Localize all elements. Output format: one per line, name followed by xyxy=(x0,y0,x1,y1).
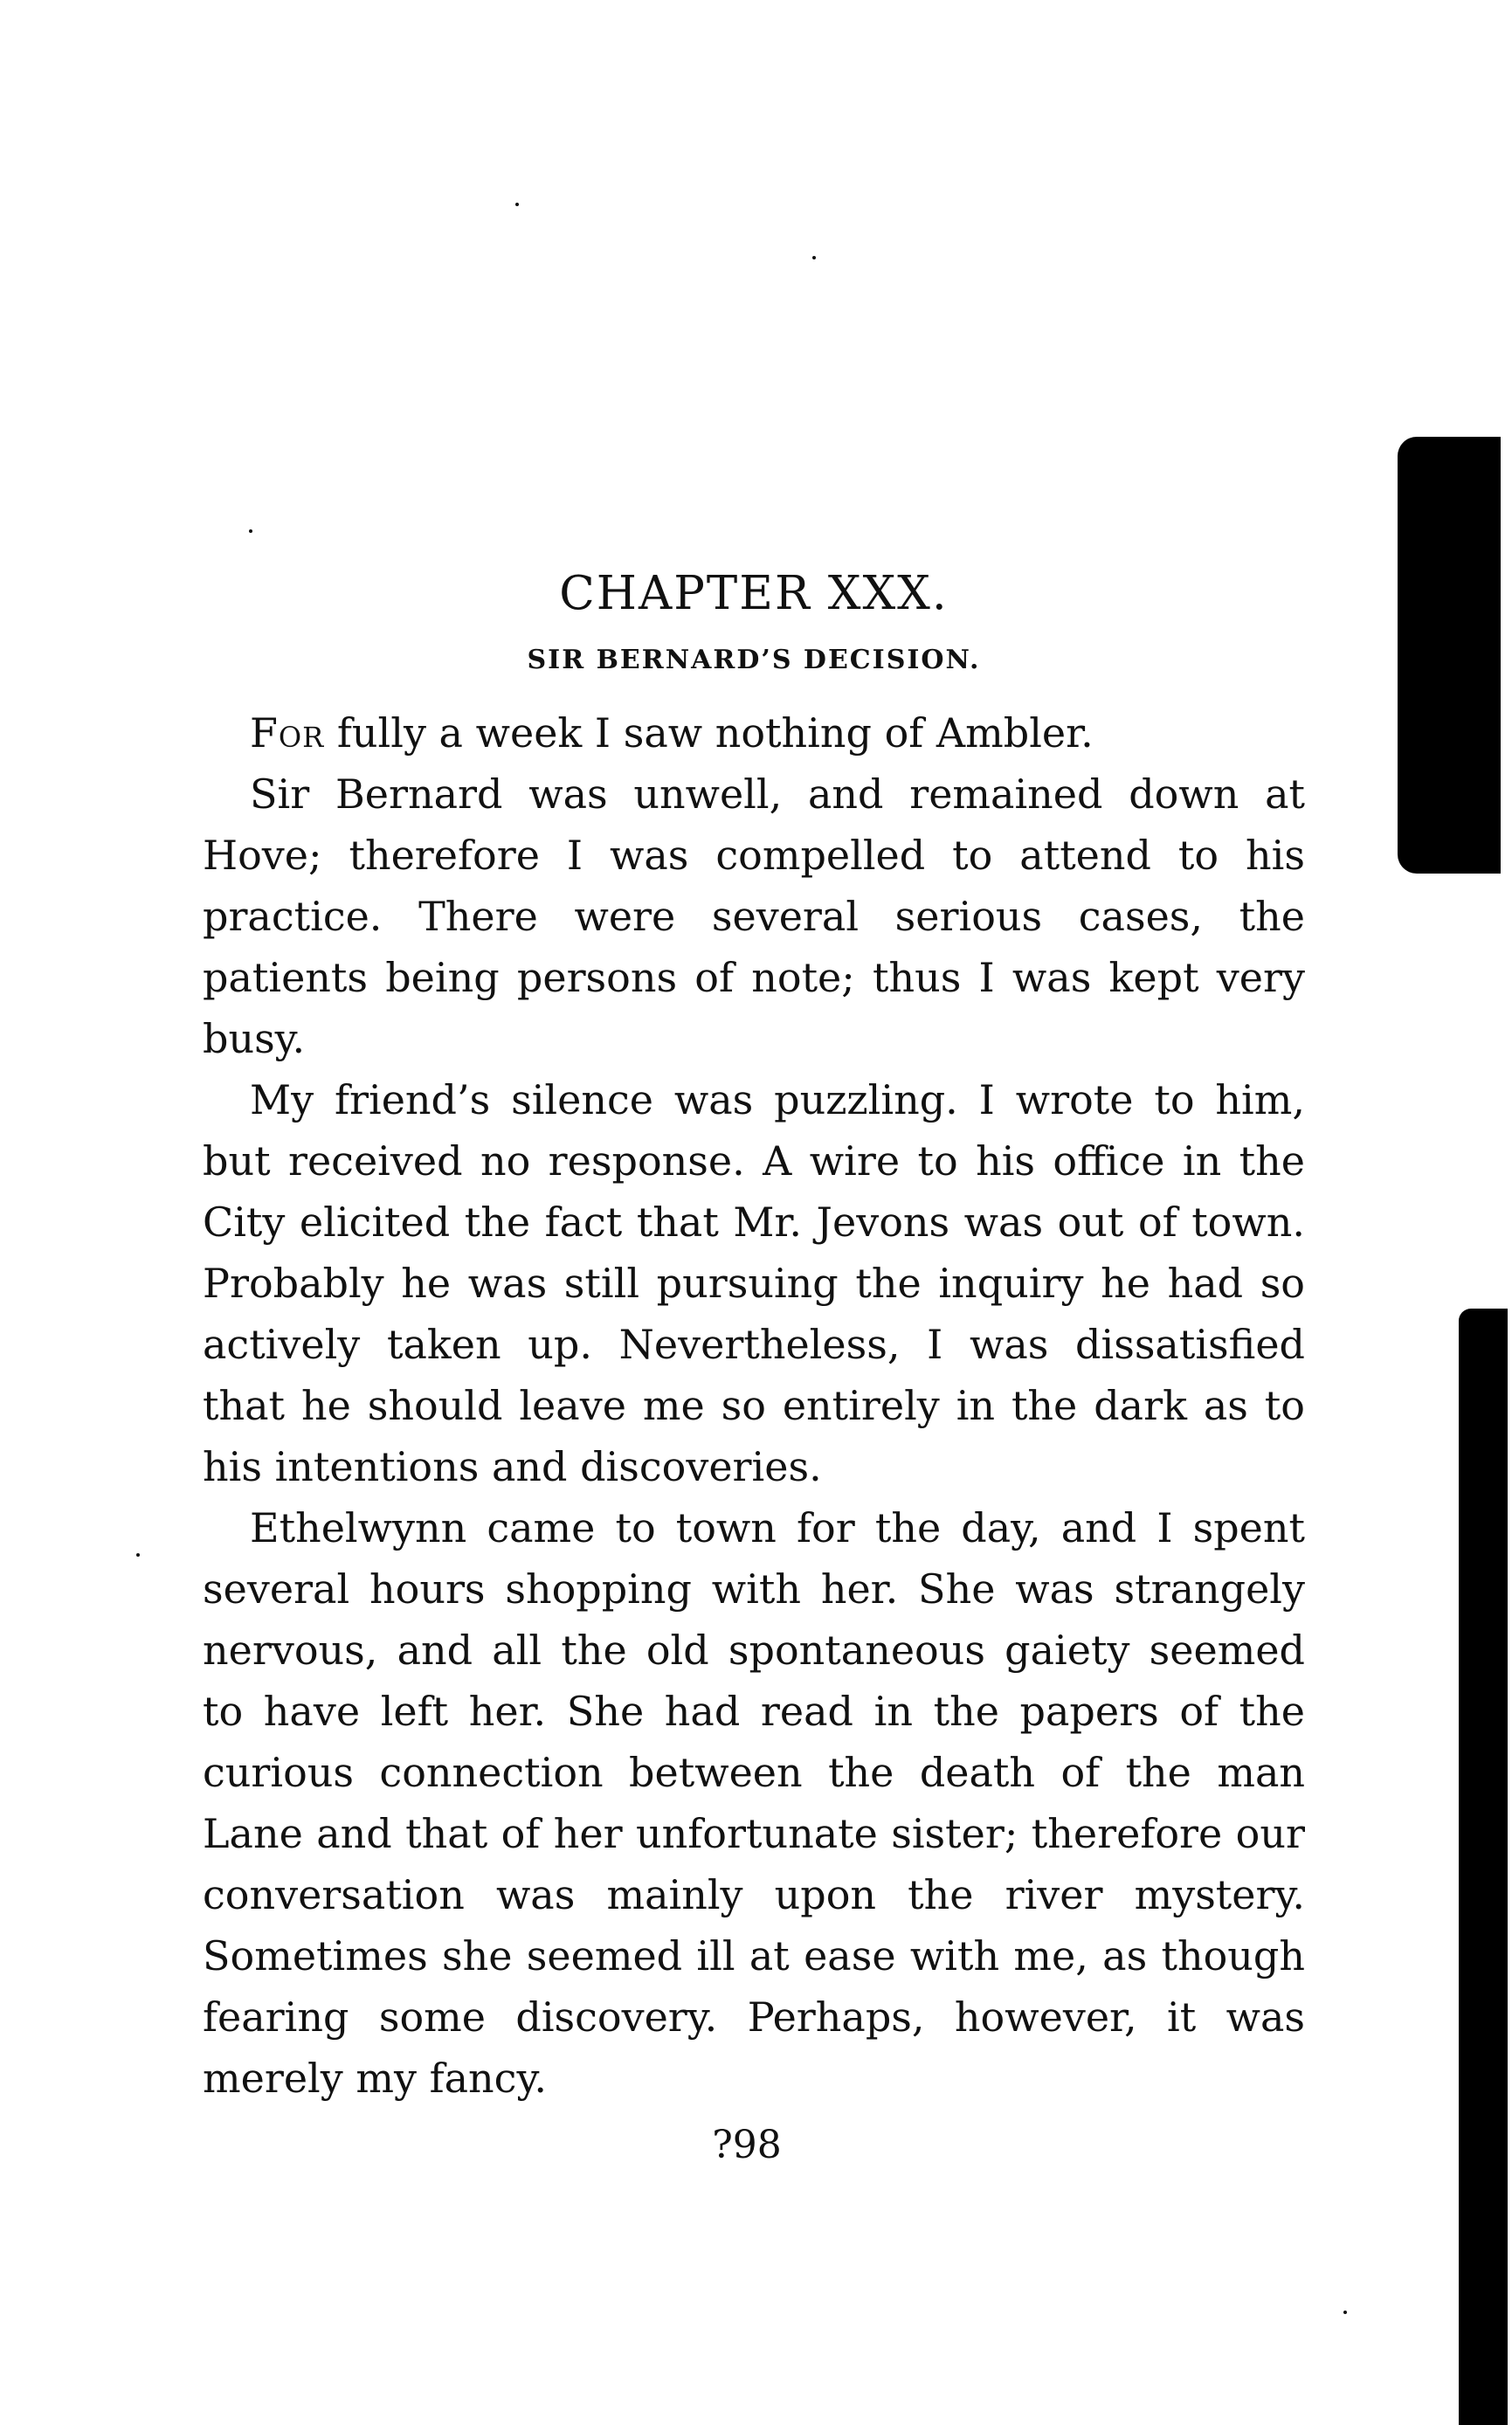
scan-speck xyxy=(812,256,816,259)
paragraph-text: My friend’s silence was puzzling. I wrote to him, but received no response. A wire to his office in the City elicited the fact that Mr. Jevons was out of town. Probably he was still pursuing the inquiry he had so actively taken up. Nevertheless, I was dissatisfied that he should leave me so entirely in the dark as to his intentions and discoveries. xyxy=(203,1076,1305,1490)
scan-speck xyxy=(249,529,252,533)
page-edge-shadow-bottom xyxy=(1459,1309,1508,2425)
paragraph-text: Ethelwynn came to town for the day, and I spent several hours shopping with her. She was strangely nervous, and all the old spontaneous gaiety seemed to have left her. She had read in the papers of the curious connection between the death of the man Lane and that of her unfortunate sister; therefore our conversation was mainly upon the river mystery. Sometimes she seemed ill at ease with me, as though fearing some discovery. Perhaps, however, it was merely my fancy. xyxy=(203,1504,1305,2102)
page-edge-shadow-top xyxy=(1398,437,1501,874)
scan-speck xyxy=(136,1553,140,1557)
scan-speck xyxy=(1343,2311,1347,2314)
paragraph-4 xyxy=(203,1497,1305,2109)
paragraph-3 xyxy=(203,1069,1305,1497)
page-number: ?98 xyxy=(712,2123,782,2167)
scan-speck xyxy=(515,203,519,206)
paragraph-text: Sir Bernard was unwell, and remained down at Hove; therefore I was compelled to attend to his practice. There were several serious cases, the patients being persons of note; thus I was kept very busy. xyxy=(203,770,1305,1062)
paragraph-text: fully a week I saw nothing of Ambler. xyxy=(324,709,1094,757)
chapter-content xyxy=(203,559,1305,2109)
paragraph-lead-in: For xyxy=(250,709,325,757)
paragraph-1 xyxy=(203,702,1305,763)
chapter-subtitle: SIR BERNARD’S DECISION. xyxy=(527,645,981,675)
paragraph-2 xyxy=(203,763,1305,1069)
chapter-title: CHAPTER XXX. xyxy=(559,567,949,620)
